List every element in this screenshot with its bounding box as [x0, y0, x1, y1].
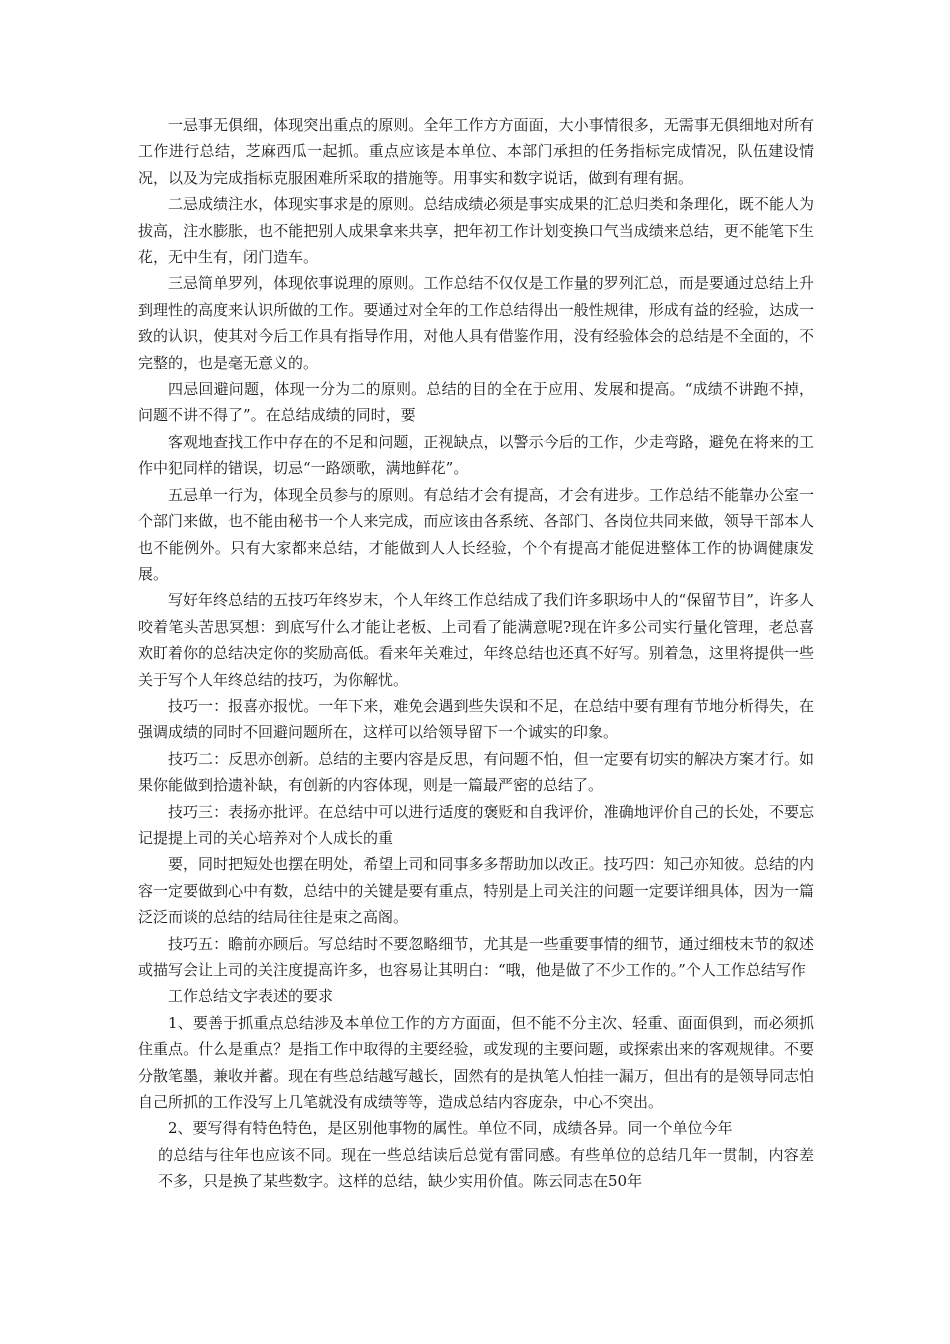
paragraph-five-tips-intro: 写好年终总结的五技巧年终岁末，个人年终工作总结成了我们许多职场中人的“保留节目”，许多人咬着笔头苦思冥想：到底写什么才能让老板、上司看了能满意呢?现在许多公司实行量化管理，老总喜欢盯着你的总结决定你的奖励高低。看来年关难过，年终总结也还真不好写。别着急，这里将提供一些关于写个人年终总结的技巧，为你解忧。	[138, 591, 814, 689]
paragraph-tip-5: 技巧五：瞻前亦顾后。写总结时不要忽略细节，尤其是一些重要事情的细节，通过细枝末节的叙述或描写会让上司的关注度提高许多，也容易让其明白：“哦，他是做了不少工作的。”个人工作总结写作	[138, 934, 814, 979]
paragraph-tip-2: 技巧二：反思亦创新。总结的主要内容是反思，有问题不怕，但一定要有切实的解决方案才行。如果你能做到拾遗补缺，有创新的内容体现，则是一篇最严密的总结了。	[138, 749, 814, 795]
paragraph-tip-1: 技巧一：报喜亦报忧。一年下来，难免会遇到些失误和不足，在总结中要有理有节地分析得失，在强调成绩的同时不回避问题所在，这样可以给领导留下一个诚实的印象。	[138, 696, 814, 742]
paragraph-tip-3: 技巧三：表扬亦批评。在总结中可以进行适度的褒贬和自我评价，准确地评价自己的长处，不要忘记提提上司的关心培养对个人成长的重	[138, 802, 814, 847]
paragraph-taboo-4-cont: 客观地查找工作中存在的不足和问题，正视缺点，以警示今后的工作，少走弯路，避免在将来的工作中犯同样的错误，切忌“一路颂歌，满地鲜花”。	[138, 432, 814, 478]
paragraph-taboo-5: 五忌单一行为，体现全员参与的原则。有总结才会有提高，才会有进步。工作总结不能靠办公室一个部门来做，也不能由秘书一个人来完成，而应该由各系统、各部门、各岗位共同来做，领导干部本人也不能例外。只有大家都来总结，才能做到人人长经验，个个有提高才能促进整体工作的协调健康发展。	[138, 485, 814, 583]
paragraph-taboo-2: 二忌成绩注水，体现实事求是的原则。总结成绩必须是事实成果的汇总归类和条理化，既不能人为拔高，注水膨胀，也不能把别人成果拿来共享，把年初工作计划变换口气当成绩来总结，更不能笔下生花，无中生有，闭门造车。	[138, 195, 814, 267]
document-body	[138, 112, 814, 1195]
paragraph-tip-3-cont: 要，同时把短处也摆在明处，希望上司和同事多多帮助加以改正。技巧四：知己亦知彼。总结的内容一定要做到心中有数，总结中的关键是要有重点，特别是上司关注的问题一定要详细具体，因为一篇泛泛而谈的总结的结局往往是束之高阁。	[138, 855, 814, 927]
paragraph-taboo-3: 三忌简单罗列，体现依事说理的原则。工作总结不仅仅是工作量的罗列汇总，而是要通过总结上升到理性的高度来认识所做的工作。要通过对全年的工作总结得出一般性规律，形成有益的经验，达成一致的认识，使其对今后工作具有指导作用，对他人具有借鉴作用，没有经验体会的总结是不全面的，不完整的，也是毫无意义的。	[138, 274, 814, 372]
section-heading-requirements: 工作总结文字表述的要求	[168, 987, 334, 1006]
paragraph-requirement-2-cont: 的总结与往年也应该不同。现在一些总结读后总觉有雷同感。有些单位的总结几年一贯制，内容差不多，只是换了某些数字。这样的总结，缺少实用价值。陈云同志在50年	[158, 1145, 814, 1191]
paragraph-requirement-2: 2、要写得有特色特色，是区别他事物的属性。单位不同，成绩各异。同一个单位今年	[168, 1119, 733, 1138]
paragraph-taboo-4: 四忌回避问题，体现一分为二的原则。总结的目的全在于应用、发展和提高。“成绩不讲跑不掉，问题不讲不得了”。在总结成绩的同时，要	[138, 380, 814, 425]
paragraph-taboo-1: 一忌事无俱细，体现突出重点的原则。全年工作方方面面，大小事情很多，无需事无俱细地对所有工作进行总结，芝麻西瓜一起抓。重点应该是本单位、本部门承担的任务指标完成情况，队伍建设情况，以及为完成指标克服困难所采取的措施等。用事实和数字说话，做到有理有据。	[138, 116, 814, 187]
paragraph-requirement-1: 1、要善于抓重点总结涉及本单位工作的方方面面，但不能不分主次、轻重、面面俱到，而必须抓住重点。什么是重点？是指工作中取得的主要经验，或发现的主要问题，或探索出来的客观规律。不要分散笔墨，兼收并蓄。现在有些总结越写越长，固然有的是执笔人怕挂一漏万，但出有的是领导同志怕自己所抓的工作没写上几笔就没有成绩等等，造成总结内容庞杂，中心不突出。	[138, 1013, 814, 1112]
